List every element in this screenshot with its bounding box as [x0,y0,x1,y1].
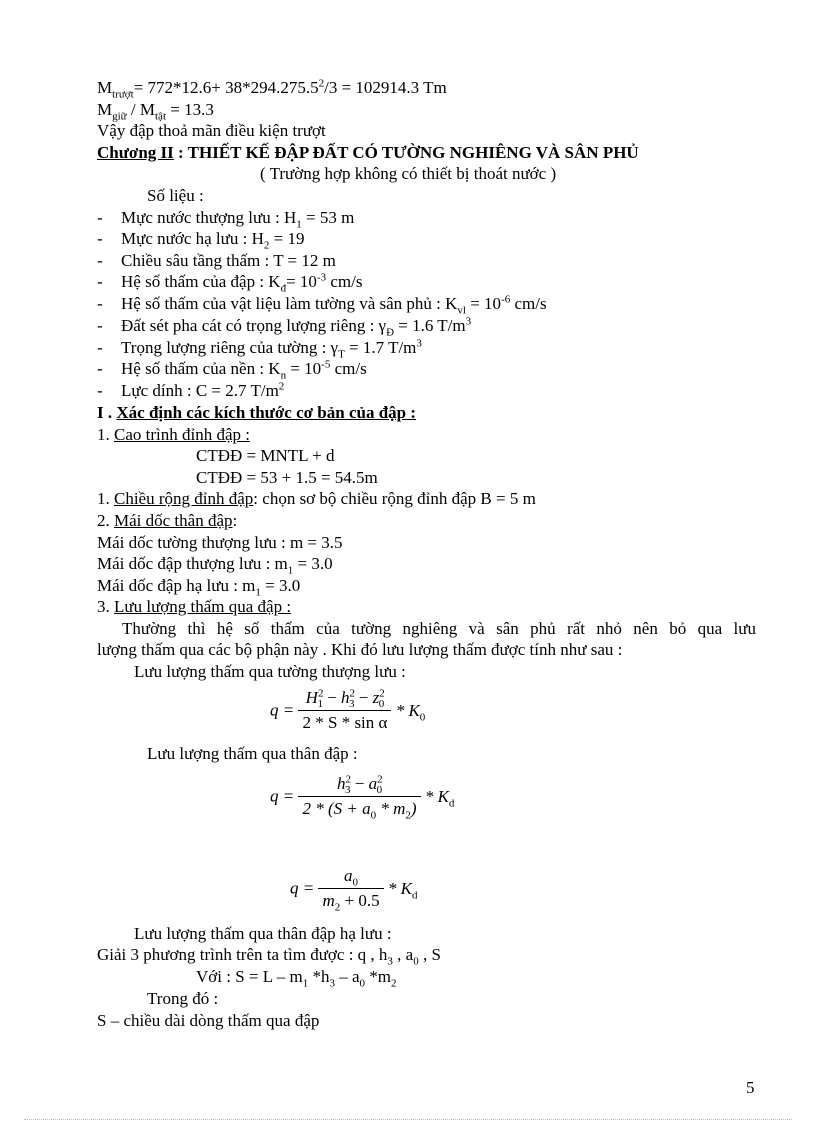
list-item: - Mực nước hạ lưu : $H_2 = 19$ [97,229,305,252]
equation-downstream: q = $\frac{a_0}{m_2 + 0.5}$ * $K_d$ [290,866,418,914]
s-definition: S – chiều dài dòng thấm qua đập [97,1011,320,1030]
moment-sliding-line: $M_{trượt}= 772*12.6+ 38*294.275.5^2/3 = 102914.3$ Tm [97,77,447,101]
chapter-subtitle: ( Trường hợp không có thiết bị thoát nước ) [260,164,557,183]
list-item: - Đất sét pha cát có trọng lượng riêng : $\gamma_Đ = 1.6$ $T/m^3$ [97,315,472,339]
crest-value: CTĐĐ = 53 + 1.5 = 54.5m [196,468,378,487]
paragraph-line-1: Thường thì hệ số thấm của tường nghiêng và sân phủ rất nhỏ nên bỏ qua lưu [122,619,756,638]
item-heading-slopes: 2. Mái dốc thân đập: [97,511,238,530]
item-heading-crest-width: 1. Chiều rộng đỉnh đập: chọn sơ bộ chiều rộng đỉnh đập B = 5 m [97,489,536,508]
with-line: Với : $S = L - m_1$ $*h_3 - a_0$ $*m_2$ [196,967,397,990]
list-item: - Chiều sâu tầng thấm : T = 12 m [97,251,336,270]
slope-line: Mái dốc tường thượng lưu : m = 3.5 [97,533,343,552]
section-heading: I . Xác định các kích thước cơ bản của đập : [97,403,417,422]
where-line: Trong đó : [147,989,219,1008]
slope-line: Mái dốc đập hạ lưu : $m_1 = 3.0$ [97,576,301,599]
chapter-heading [97,143,639,163]
moment-ratio-line: $M_{giữ} / M_{tật} = 13.3$ [97,100,214,123]
slope-line: Mái dốc đập thượng lưu : $m_1 = 3.0$ [97,554,333,577]
flow-wall-label: Lưu lượng thấm qua tường thượng lưu : [134,662,406,681]
chapter-title: : THIẾT KẾ ĐẬP ĐẤT CÓ TƯỜNG NGHIÊNG VÀ SÂN PHỦ [173,143,639,162]
list-item: - Mực nước thượng lưu : $H_1 = 53$ m [97,208,355,231]
equation-wall: q = $\frac{H^2_1 - h^2_3 - z^2_0}{\text{2 * S * sin α}}$ * $K_0$ [270,687,426,732]
list-item: - Lực dính : C = 2.7 $T/m^2$ [97,380,285,400]
paragraph-line-2: lượng thấm qua các bộ phận này . Khi đó lưu lượng thấm được tính như sau : [97,640,623,659]
footer-divider [24,1119,792,1120]
list-item: - Hệ số thấm của vật liệu làm tường và sân phủ : $K_{vl} = 10^{-6}$ cm/s [97,293,547,317]
crest-formula: CTĐĐ = MNTL + d [196,446,335,465]
data-heading: Số liệu : [147,186,204,205]
list-item: - Trọng lượng riêng của tường : $\gamma_T = 1.7$ $T/m^3$ [97,337,422,361]
chapter-label: Chương II [97,143,174,162]
solve-line: Giải 3 phương trình trên ta tìm được : q , $h_3$ , $a_0$ , S [97,945,441,968]
item-heading-crest-elevation: 1. Cao trình đỉnh đập : [97,425,250,444]
item-heading-seepage: 3. Lưu lượng thấm qua đập : [97,597,292,616]
page-number: 5 [746,1078,755,1097]
list-item: - Hệ số thấm của đập : $K_đ= 10^{-3}$ cm/s [97,271,363,295]
flow-downstream-label: Lưu lượng thấm qua thân đập hạ lưu : [134,924,392,943]
flow-body-label: Lưu lượng thấm qua thân đập : [147,744,358,763]
equation-body: q = $\frac{h^2_3 - a^2_0}{2 * (S + a_0 * m_2)}$ * $K_d$ [270,773,455,822]
list-item: - Hệ số thấm của nền : $K_n = 10^{-5}$ cm/s [97,358,367,382]
conclusion-line: Vậy đập thoả mãn điều kiện trượt [97,121,326,140]
